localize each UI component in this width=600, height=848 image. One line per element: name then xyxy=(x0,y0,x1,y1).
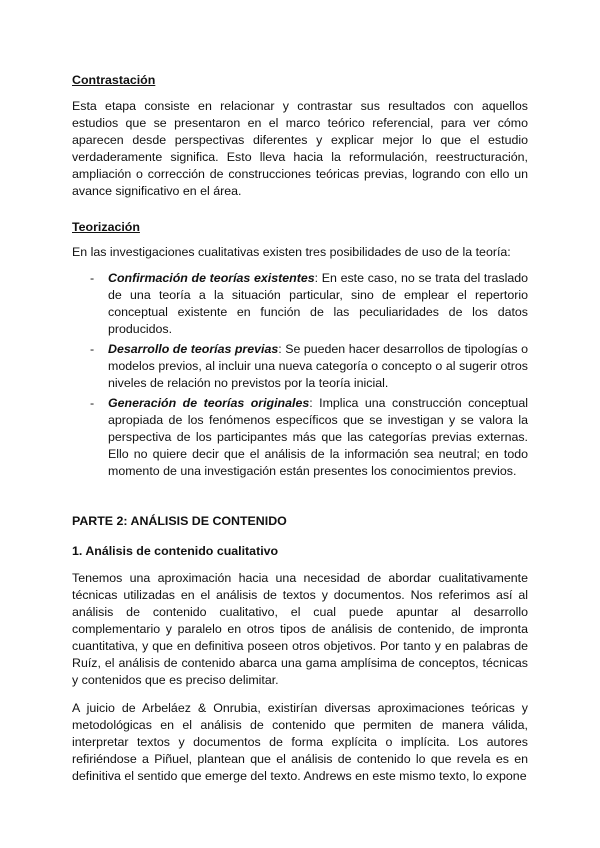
list-item xyxy=(72,395,528,480)
section-1-paragraph-1: Tenemos una aproximación hacia una necesidad de abordar cualitativamente técnicas utilizadas en el análisis de textos y documentos. Nos referimos así al análisis de contenido cualitativo, el cual puede apuntar al desarrollo complementario y paralelo en otros tipos de análisis de contenido, de impronta cuantitativa, y que en definitiva poseen otros objetivos. Por tanto y en palabras de Ruíz, el análisis de contenido abarca una gama amplísima de conceptos, técnicas y contenidos que es preciso delimitar. xyxy=(72,571,528,687)
bullet-term: Desarrollo de teorías previas xyxy=(108,342,279,356)
section-1-paragraph-2: A juicio de Arbeláez & Onrubia, existirían diversas aproximaciones teóricas y metodológicas en el análisis de contenido que permiten de manera válida, interpretar textos y documentos de forma explícita o implícita. Los autores refiriéndose a Piñuel, plantean que el análisis de contenido lo que revela es en definitiva el sentido que emerge del texto. Andrews en este mismo texto, lo expone xyxy=(72,701,528,783)
bullet-text: : Implica una construcción conceptual apropiada de los fenómenos específicos que se investigan y se valora la perspectiva de los participantes más que las categorías previas externas. Ello no quiere decir que el análisis de la información sea neutral; en todo momento de una investigación están presentes los conocimientos previos. xyxy=(108,396,529,478)
section-1-title: 1. Análisis de contenido cualitativo xyxy=(72,544,279,558)
part-2-title: PARTE 2: ANÁLISIS DE CONTENIDO xyxy=(72,514,287,528)
bullet-term: Confirmación de teorías existentes xyxy=(108,271,315,285)
bullet-dash: - xyxy=(90,342,95,356)
list-item xyxy=(72,341,528,392)
contrastacion-paragraph: Esta etapa consiste en relacionar y contrastar sus resultados con aquellos estudios que se presentaron en el marco teórico referencial, para ver cómo aparecen desde perspectivas diferentes y explicar mejor lo que el estudio verdaderamente significa. Esto lleva hacia la reformulación, reestructuración, ampliación o corrección de construcciones teóricas previas, logrando con ello un avance significativo en el área. xyxy=(72,99,528,198)
teorizacion-intro: En las investigaciones cualitativas existen tres posibilidades de uso de la teoría: xyxy=(72,245,511,259)
theory-uses-list xyxy=(72,270,528,480)
bullet-text: : En este caso, no se trata del traslado de una teoría a la situación particular, sino de emplear el repertorio conceptual existente en función de las peculiaridades de los datos producidos. xyxy=(108,271,529,336)
bullet-text: : Se pueden hacer desarrollos de tipologías o modelos previos, al incluir una nueva categoría o concepto o al sugerir otros niveles de relación no previstos por la teoría inicial. xyxy=(108,342,528,390)
list-item xyxy=(72,270,528,338)
contrastacion-heading: Contrastación xyxy=(72,73,156,87)
bullet-dash: - xyxy=(90,271,95,285)
bullet-dash: - xyxy=(90,396,95,410)
teorizacion-heading: Teorización xyxy=(72,220,140,234)
bullet-term: Generación de teorías originales xyxy=(108,396,310,410)
document-page xyxy=(72,72,528,785)
